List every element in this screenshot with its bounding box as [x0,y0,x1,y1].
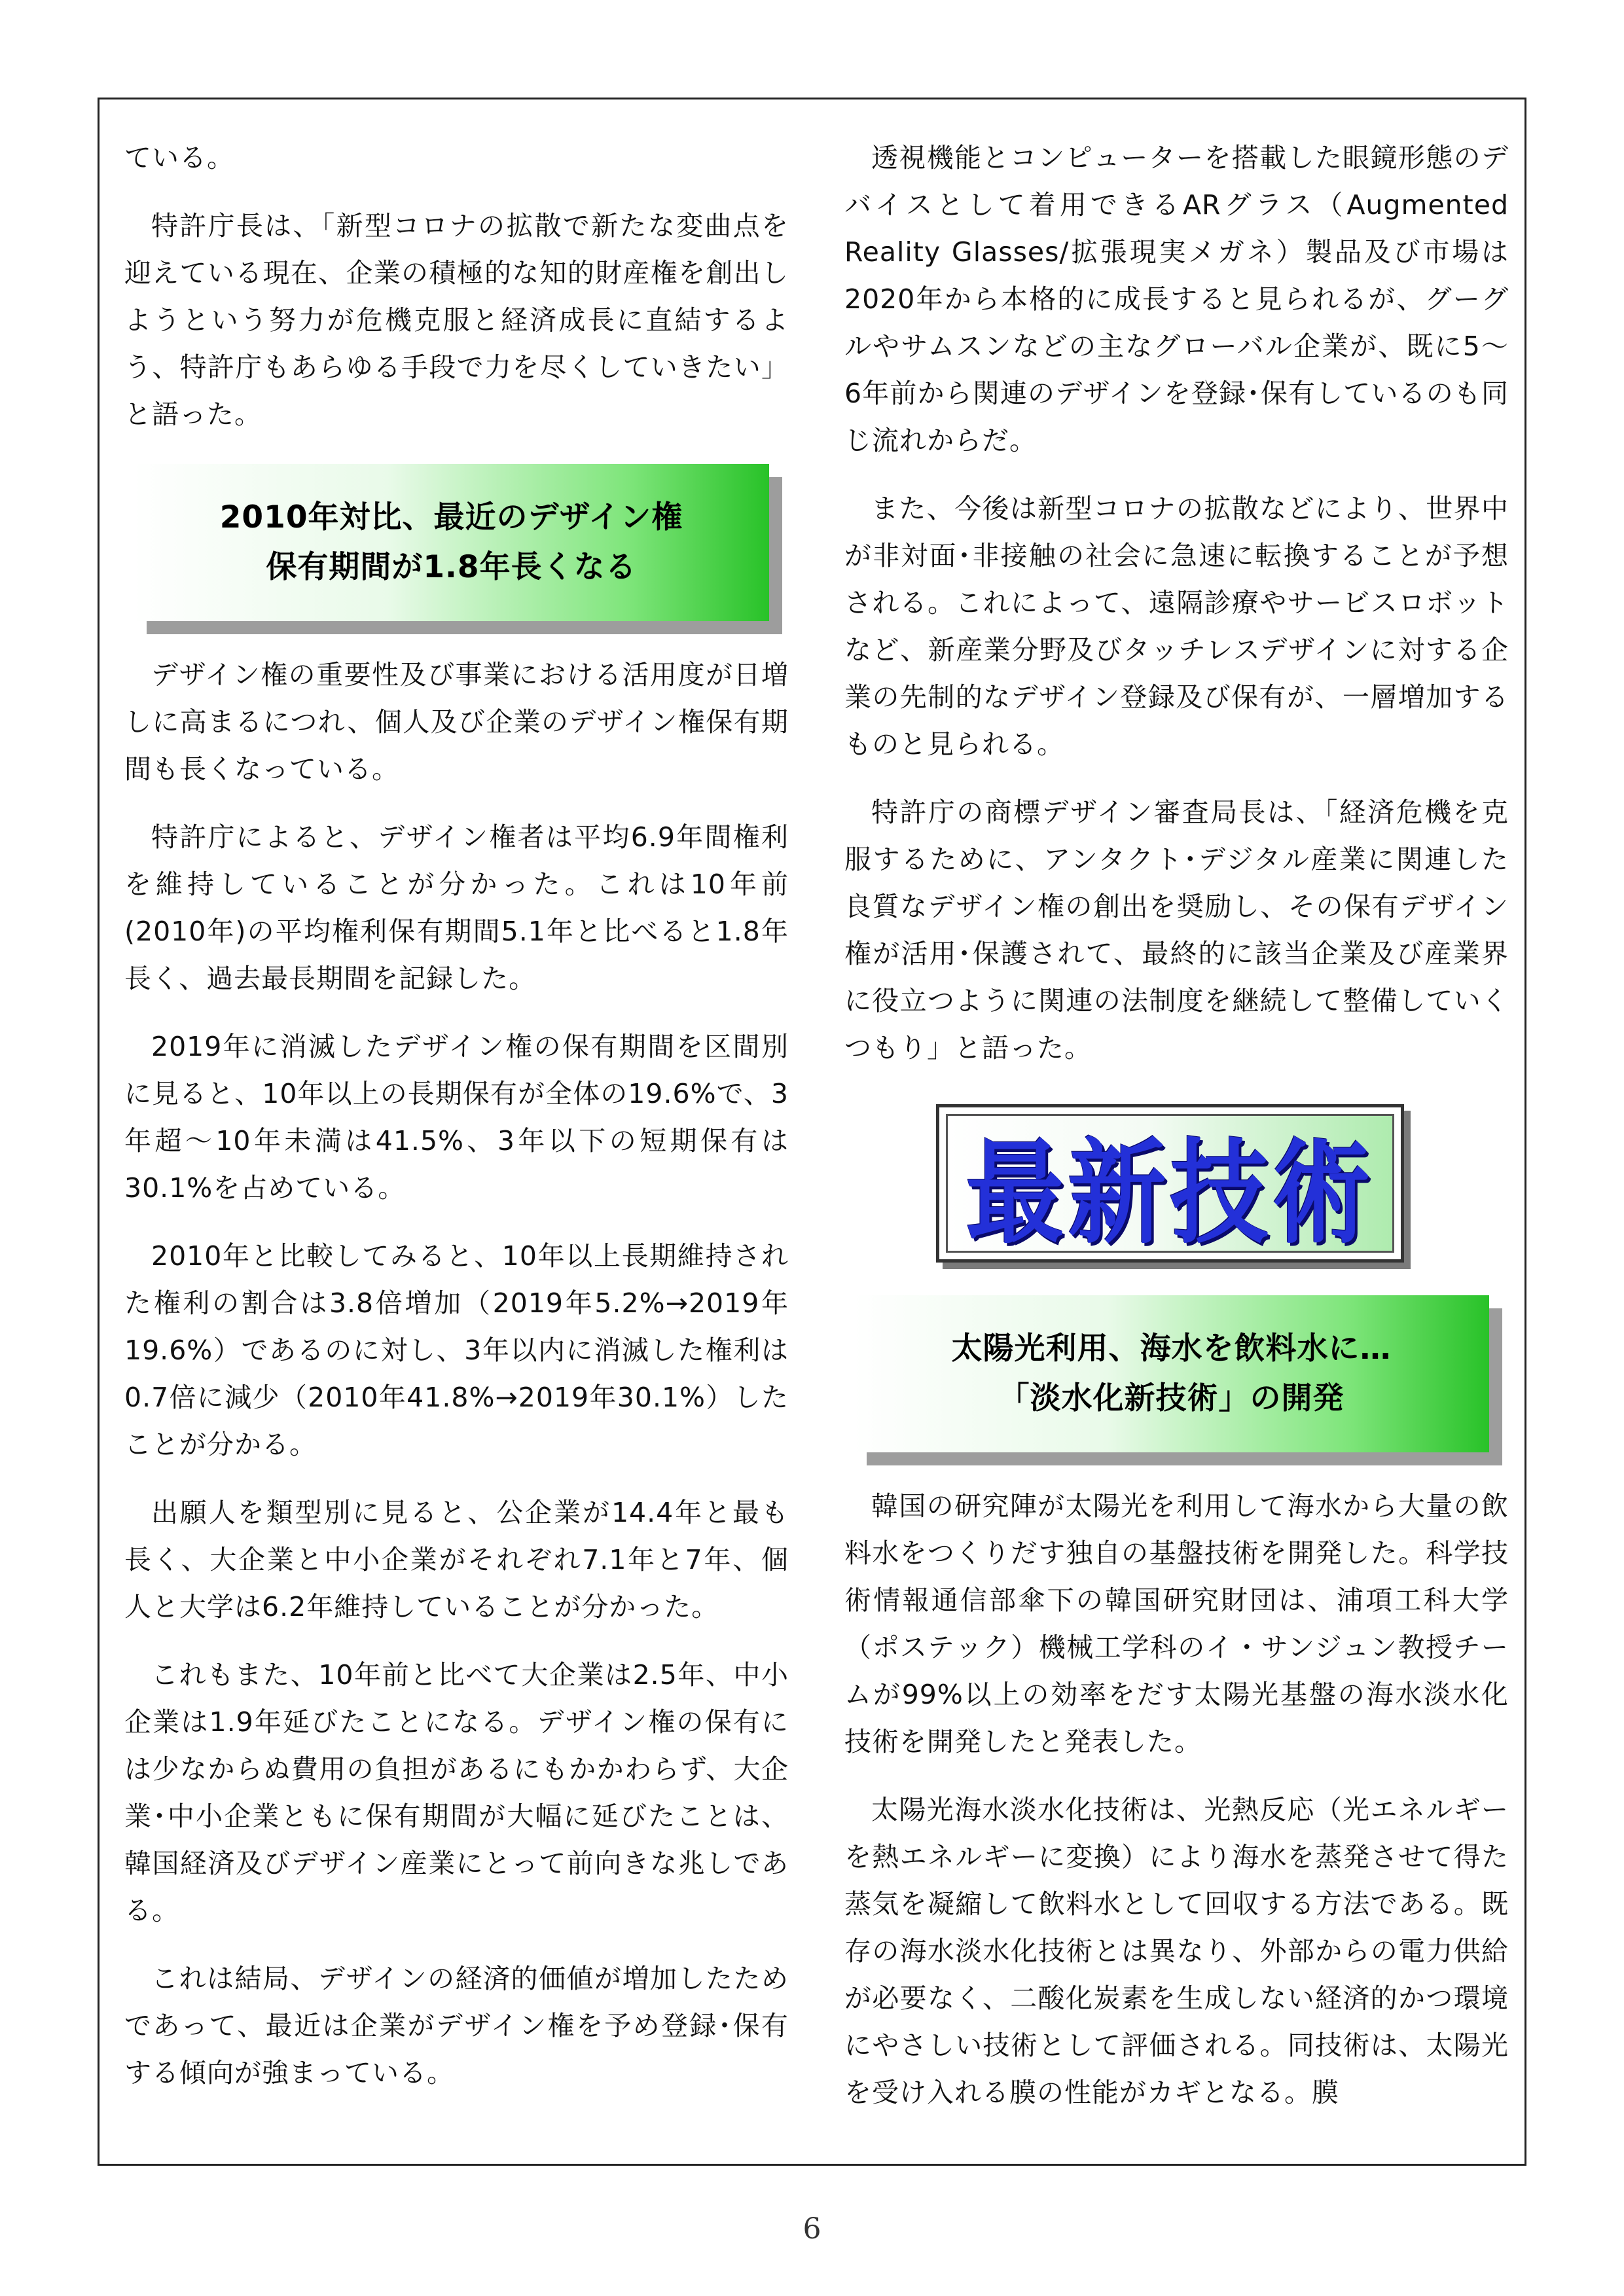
left-column [124,134,789,2117]
right-column [844,134,1509,2137]
heading-line: 太陽光利用、海水を飲料水に… [951,1331,1392,1367]
paragraph: ている。 [124,142,234,173]
section-heading-desalination [854,1295,1489,1452]
paragraph: 出願人を類型別に見ると、公企業が14.4年と最も長く、大企業と中小企業がそれぞれ7.1年と7年、個人と大学は6.2年維持していることが分かった。 [124,1497,789,1623]
page-number: 6 [803,2212,821,2246]
paragraph: また、今後は新型コロナの拡散などにより、世界中が非対面･非接触の社会に急速に転換することが予想される。これによって、遠隔診療やサービスロボットなど、新産業分野及びタッチレスデザインに対する企業の先制的なデザイン登録及び保有が、一層増加するものと見られる。 [844,493,1509,760]
section-heading-design-rights [134,464,769,621]
paragraph: 韓国の研究陣が太陽光を利用して海水から大量の飲料水をつくりだす独自の基盤技術を開発した。科学技術情報通信部傘下の韓国研究財団は、浦項工科大学（ポステック）機械工学科のイ・サンジュン教授チームが99%以上の効率をだす太陽光基盤の海水淡水化技術を開発したと発表した。 [844,1490,1509,1757]
paragraph: これもまた、10年前と比べて大企業は2.5年、中小企業は1.9年延びたことになる。デザイン権の保有には少なからぬ費用の負担があるにもかかわらず、大企業･中小企業ともに保有期間が大幅に延びたことは、韓国経済及びデザイン産業にとって前向きな兆しである。 [124,1659,789,1926]
banner-inner [946,1114,1394,1260]
paragraph: 特許庁の商標デザイン審査局長は、「経済危機を克服するために、アンタクト･デジタル産業に関連した良質なデザイン権の創出を奨励し、その保有デザイン権が活用･保護されて、最終的に該当企業及び産業界に役立つように関連の法制度を継続して整備していくつもり」と語った。 [844,797,1509,1064]
paragraph: 2010年と比較してみると、10年以上長期維持された権利の割合は3.8倍増加（2019年5.2%→2019年19.6%）であるのに対し、3年以内に消滅した権利は0.7倍に減少（2010年41.8%→2019年30.1%）したことが分かる。 [124,1240,789,1460]
heading-line: 保有期間が1.8年長くなる [266,549,637,585]
paragraph: 特許庁長は、「新型コロナの拡散で新たな変曲点を迎えている現在、企業の積極的な知的財産権を創出しようという努力が危機克服と経済成長に直結するよう、特許庁もあらゆる手段で力を尽くしていきたい」と語った。 [124,210,789,430]
paragraph: これは結局、デザインの経済的価値が増加したためであって、最近は企業がデザイン権を予め登録･保有する傾向が強まっている。 [124,1963,789,2089]
paragraph: 透視機能とコンピューターを搭載した眼鏡形態のデバイスとして着用できるARグラス（Augmented Reality Glasses/拡張現実メガネ）製品及び市場は2020年から本格的に成長すると見られるが、グーグルやサムスンなどの主なグローバル企業が、既に5～6年前から関連のデザインを登録･保有しているのも同じ流れからだ。 [844,142,1509,456]
paragraph: 太陽光海水淡水化技術は、光熱反応（光エネルギーを熱エネルギーに変換）により海水を蒸発させて得た蒸気を凝縮して飲料水として回収する方法である。既存の海水淡水化技術とは異なり、外部からの電力供給が必要なく、二酸化炭素を生成しない経済的かつ環境にやさしい技術として評価される。同技術は、太陽光を受け入れる膜の性能がカギとなる。膜 [844,1794,1509,2108]
heading-line: 2010年対比、最近のデザイン権 [219,499,683,535]
paragraph: 特許庁によると、デザイン権者は平均6.9年間権利を維持していることが分かった。これは10年前(2010年)の平均権利保有期間5.1年と比べると1.8年長く、過去最長期間を記録した。 [124,821,789,994]
paragraph: 2019年に消滅したデザイン権の保有期間を区間別に見ると、10年以上の長期保有が全体の19.6%で、3年超～10年未満は41.5%、3年以下の短期保有は30.1%を占めている。 [124,1031,789,1204]
latest-tech-banner [936,1104,1404,1263]
heading-line: 「淡水化新技術」の開発 [998,1380,1344,1416]
paragraph: デザイン権の重要性及び事業における活用度が日増しに高まるにつれ、個人及び企業のデザイン権保有期間も長くなっている。 [124,659,789,785]
banner-title: 最新技術 [965,1128,1375,1260]
